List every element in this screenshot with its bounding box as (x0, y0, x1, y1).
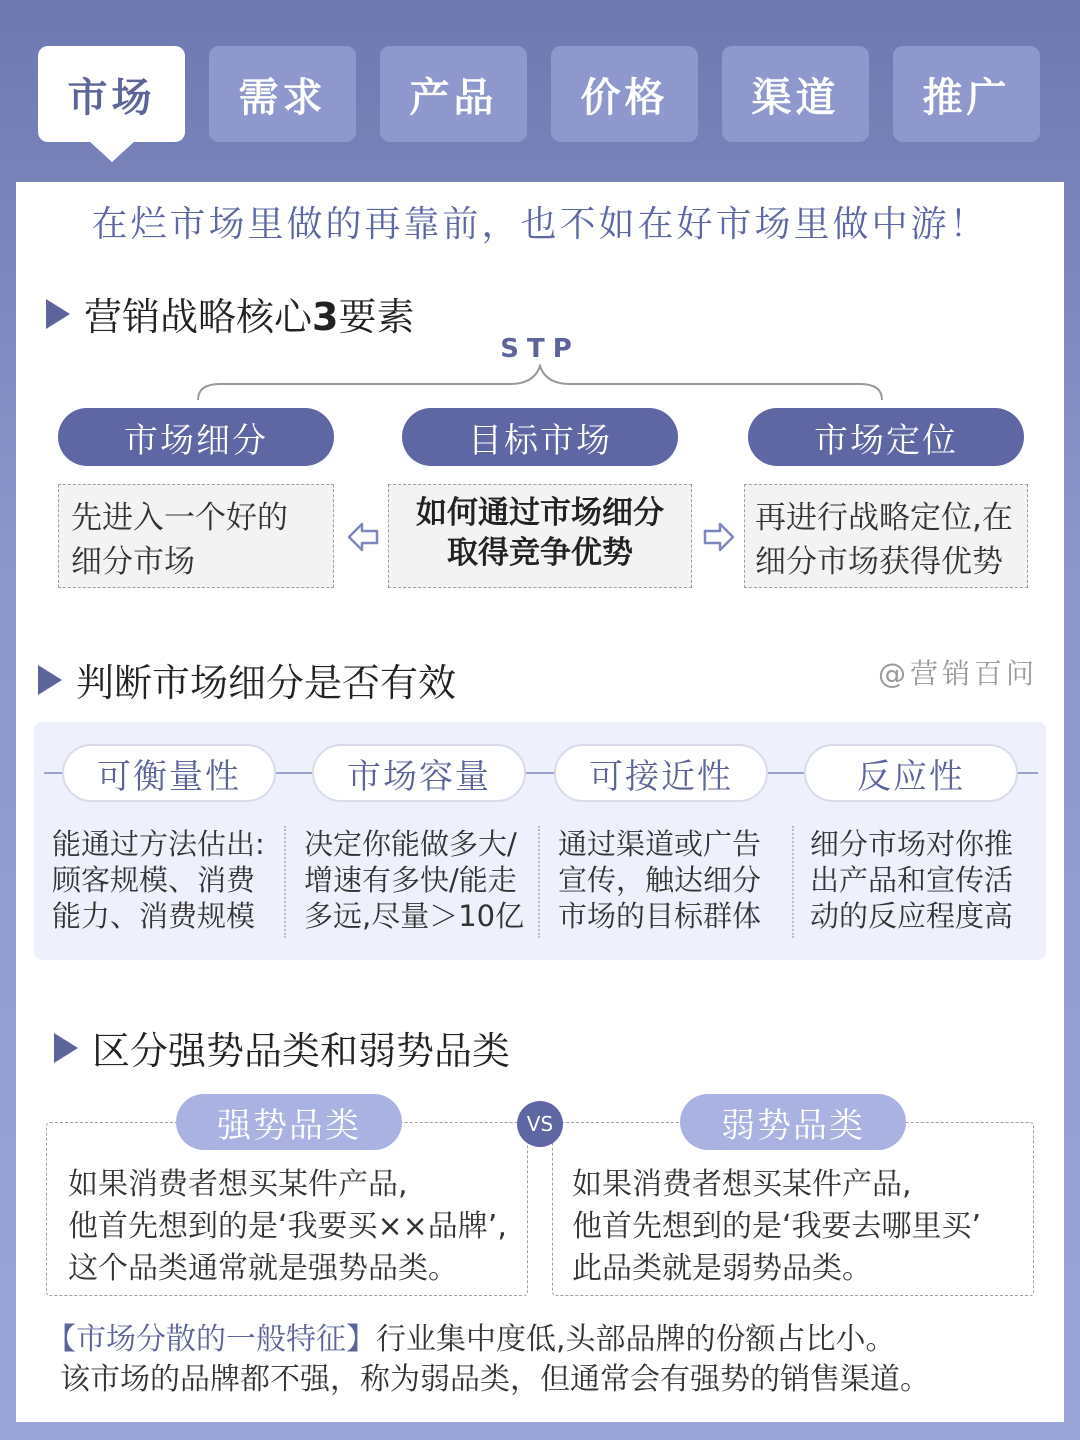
strong-category-desc (68, 1164, 507, 1290)
desc-line: 通过渠道或广告 (558, 827, 762, 861)
box-line: 细分市场 (71, 544, 195, 580)
weak-category-desc (572, 1164, 981, 1290)
footer-line-2: 该市场的品牌都不强，称为弱品类，但通常会有强势的销售渠道。 (60, 1362, 930, 1397)
section-title-categories (54, 1020, 510, 1075)
tab-promotion[interactable]: 推广 (893, 46, 1040, 142)
criterion-desc (810, 826, 1040, 934)
box-segmentation (58, 484, 334, 588)
desc-line: 如果消费者想买某件产品, (68, 1167, 408, 1202)
desc-line: 如果消费者想买某件产品, (572, 1167, 912, 1202)
section-title-stp (46, 286, 414, 341)
tab-bar (38, 46, 1042, 142)
criterion-desc (52, 826, 282, 934)
brace-icon (190, 362, 890, 406)
tab-demand[interactable]: 需求 (209, 46, 356, 142)
section-title-text: 判断市场细分是否有效 (76, 661, 457, 705)
footer-highlight: 【市场分散的一般特征】 (46, 1322, 376, 1357)
criterion-measurable: 可衡量性 (62, 744, 276, 802)
desc-line: 他首先想到的是‘我要买××品牌’, (68, 1209, 507, 1244)
tab-channel[interactable]: 渠道 (722, 46, 869, 142)
arrow-left-icon (346, 520, 380, 554)
desc-line: 决定你能做多大/ (304, 827, 517, 861)
desc-line: 能通过方法估出: (52, 827, 265, 861)
desc-line: 这个品类通常就是强势品类。 (68, 1251, 458, 1286)
pill-positioning: 市场定位 (748, 408, 1024, 466)
divider (284, 826, 286, 938)
box-targeting (388, 484, 692, 588)
footer-line-1 (46, 1320, 896, 1360)
desc-line: 出产品和宣传活 (810, 863, 1014, 897)
desc-line: 增速有多快/能走 (304, 863, 517, 897)
slogan: 在烂市场里做的再靠前，也不如在好市场里做中游！ (91, 204, 989, 245)
strong-category-label: 强势品类 (176, 1094, 402, 1150)
criterion-desc (304, 826, 534, 934)
desc-line: 宣传，触达细分 (558, 863, 762, 897)
credit-watermark: @营销百问 (878, 657, 1039, 690)
desc-line: 他首先想到的是‘我要去哪里买’ (572, 1209, 982, 1244)
vs-badge: VS (517, 1101, 563, 1147)
box-line: 取得竞争优势 (447, 535, 633, 571)
divider (538, 826, 540, 938)
desc-line: 市场的目标群体 (558, 899, 762, 933)
tab-market[interactable]: 市场 (38, 46, 185, 142)
box-line: 细分市场获得优势 (755, 544, 1003, 580)
stp-label: STP (500, 334, 580, 364)
divider (792, 826, 794, 938)
desc-line: 顾客规模、消费 (52, 863, 256, 897)
weak-category-label: 弱势品类 (680, 1094, 906, 1150)
desc-line: 动的反应程度高 (810, 899, 1014, 933)
pill-segmentation: 市场细分 (58, 408, 334, 466)
triangle-bullet-icon (38, 665, 62, 695)
section-title-text: 区分强势品类和弱势品类 (92, 1029, 511, 1073)
criterion-desc (558, 826, 788, 934)
box-line: 先进入一个好的 (71, 500, 288, 536)
section-title-criteria (38, 652, 456, 707)
desc-line: 细分市场对你推 (810, 827, 1014, 861)
tab-product[interactable]: 产品 (380, 46, 527, 142)
triangle-bullet-icon (46, 299, 70, 329)
criterion-accessible: 可接近性 (554, 744, 768, 802)
tab-price[interactable]: 价格 (551, 46, 698, 142)
footer-text: 行业集中度低,头部品牌的份额占比小。 (376, 1322, 896, 1357)
criterion-responsive: 反应性 (804, 744, 1018, 802)
criterion-capacity: 市场容量 (312, 744, 526, 802)
desc-line: 多远,尽量＞10亿 (304, 899, 525, 933)
box-line: 再进行战略定位,在 (755, 500, 1013, 536)
section-title-text: 营销战略核心3要素 (84, 295, 415, 339)
desc-line: 能力、消费规模 (52, 899, 256, 933)
triangle-bullet-icon (54, 1033, 78, 1063)
box-positioning (744, 484, 1028, 588)
arrow-right-icon (702, 520, 736, 554)
pill-targeting: 目标市场 (402, 408, 678, 466)
box-line: 如何通过市场细分 (416, 495, 664, 531)
desc-line: 此品类就是弱势品类。 (572, 1251, 872, 1286)
